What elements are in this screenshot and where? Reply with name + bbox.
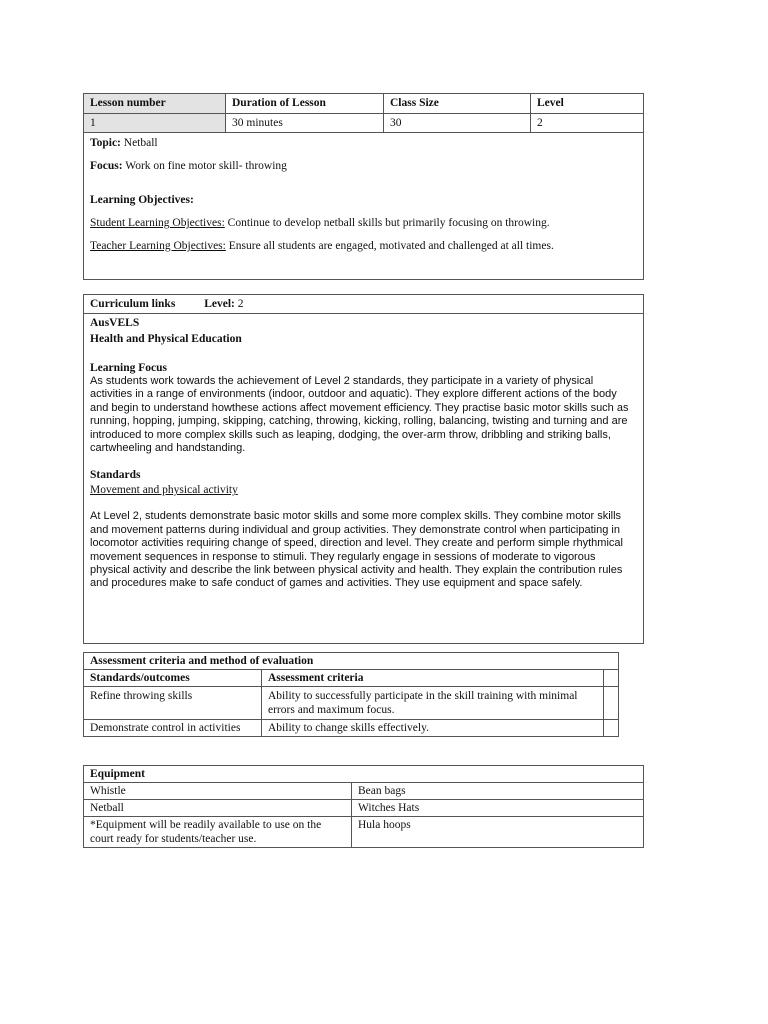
duration-value: 30 minutes <box>226 114 384 133</box>
level-header: Level <box>531 94 644 114</box>
assessment-title: Assessment criteria and method of evaluation <box>84 653 619 670</box>
class-size-value: 30 <box>384 114 531 133</box>
equipment-item: Witches Hats <box>352 800 644 817</box>
table-row <box>84 800 644 817</box>
framework-name: AusVELS <box>90 317 140 329</box>
equipment-item: Whistle <box>84 783 352 800</box>
equipment-item: Bean bags <box>352 783 644 800</box>
lesson-values-row <box>84 114 644 133</box>
student-objectives-text: Continue to develop netball skills but primarily focusing on throwing. <box>224 217 550 229</box>
lesson-number-header: Lesson number <box>84 94 226 114</box>
learning-focus-text: As students work towards the achievement of Level 2 standards, they participate in a variety of physical activities in a range of environments (indoor, outdoor and aquatic). They explore different actions of the body and begin to understand howthese actions affect movement efficiency. They practise basic motor skills such as running, hopping, jumping, skipping, catching, throwing, kicking, rolling, balancing, twisting and turning and are introduced to more complex skills such as leaping, dodging, the over-arm throw, dribbling and striking balls, cartwheeling and handstanding. <box>90 375 629 455</box>
student-objectives-label: Student Learning Objectives: <box>90 217 225 229</box>
equipment-note: *Equipment will be readily available to use on the court ready for students/teacher use. <box>84 817 352 848</box>
empty-header-cell <box>604 670 619 687</box>
curriculum-label: Curriculum links <box>90 298 176 310</box>
table-row <box>84 720 619 737</box>
equipment-title: Equipment <box>84 766 644 783</box>
class-size-header: Class Size <box>384 94 531 114</box>
standards-text: At Level 2, students demonstrate basic motor skills and some more complex skills. They combine motor skills and movement patterns during individual and group activities. They demonstrate control when participating in locomotor activities requiring change of speed, direction and level. They create and perform simple rhythmical movement sequences in response to stimuli. They regularly engage in sessions of moderate to vigorous physical activity and describe the link between physical activity and health. They explain the contribution rules and procedures make to safe conduct of games and activities. They use equipment and space safely. <box>90 510 623 590</box>
teacher-objectives <box>90 239 637 253</box>
teacher-objectives-label: Teacher Learning Objectives: <box>90 240 226 252</box>
learning-focus-heading: Learning Focus <box>90 362 167 374</box>
lesson-details <box>84 133 644 280</box>
duration-header: Duration of Lesson <box>226 94 384 114</box>
lesson-overview <box>83 93 644 280</box>
standards-outcomes-header: Standards/outcomes <box>84 670 262 687</box>
empty-cell <box>604 687 619 720</box>
criteria-cell: Ability to change skills effectively. <box>262 720 604 737</box>
topic-line <box>90 136 637 150</box>
curriculum-header <box>84 295 644 314</box>
curriculum-level-label: Level: <box>204 298 235 310</box>
standards-subheading: Movement and physical activity <box>90 484 238 497</box>
focus-line <box>90 159 637 173</box>
focus-label: Focus: <box>90 160 123 172</box>
topic-value: Netball <box>123 137 158 149</box>
curriculum-links <box>83 294 644 644</box>
outcome-cell: Refine throwing skills <box>84 687 262 720</box>
curriculum-body <box>84 314 644 644</box>
topic-label: Topic: <box>90 137 121 149</box>
curriculum-level-value: 2 <box>237 298 244 310</box>
equipment-table <box>83 765 644 848</box>
domain-name: Health and Physical Education <box>90 333 242 345</box>
lesson-number-value: 1 <box>84 114 226 133</box>
objectives-heading: Learning Objectives: <box>90 194 194 206</box>
teacher-objectives-text: Ensure all students are engaged, motivated and challenged at all times. <box>225 240 554 252</box>
equipment-item: Hula hoops <box>352 817 644 848</box>
table-row <box>84 687 619 720</box>
assessment-criteria-header: Assessment criteria <box>262 670 604 687</box>
outcome-cell: Demonstrate control in activities <box>84 720 262 737</box>
level-value: 2 <box>531 114 644 133</box>
standards-heading: Standards <box>90 469 141 482</box>
lesson-header-row <box>84 94 644 114</box>
empty-cell <box>604 720 619 737</box>
equipment-item: Netball <box>84 800 352 817</box>
student-objectives <box>90 216 637 230</box>
focus-value: Work on fine motor skill- throwing <box>125 160 287 172</box>
table-row <box>84 783 644 800</box>
table-row <box>84 817 644 848</box>
assessment-table <box>83 652 619 737</box>
criteria-cell: Ability to successfully participate in the skill training with minimal errors and maximum focus. <box>262 687 604 720</box>
